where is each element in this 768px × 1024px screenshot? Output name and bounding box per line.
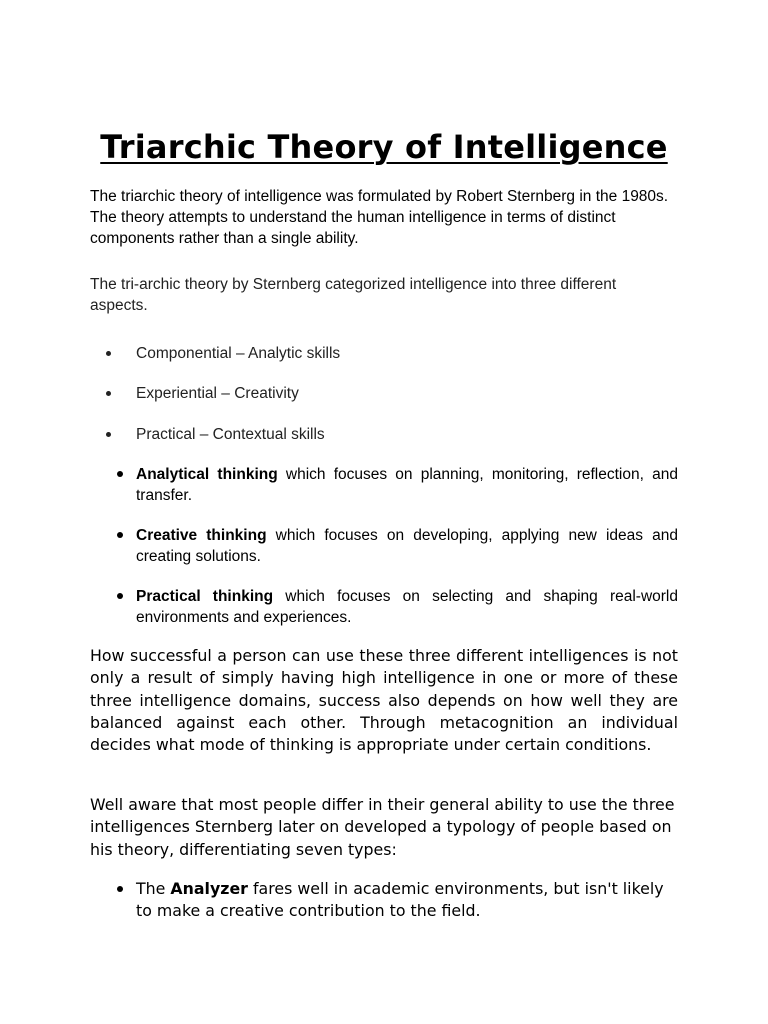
intro-paragraph: The triarchic theory of intelligence was formulated by Robert Sternberg in the 1980s. The theory attempts to understand the human intelligence in terms of distinct components rather than a single ability. (90, 188, 669, 247)
people-type-term: Analyzer (170, 879, 248, 898)
bullet-icon (106, 432, 111, 437)
thinking-item-text (136, 464, 678, 506)
bullet-icon (117, 471, 123, 477)
thinking-term: Practical thinking (136, 588, 274, 605)
people-type-description: fares well in academic environments, but isn't likely to make a creative contribution to the field. (136, 879, 664, 921)
bullet-icon (117, 593, 123, 599)
people-type-prefix: The (136, 879, 171, 898)
typology-paragraph: Well aware that most people differ in their general ability to use the three intelligences Sternberg later on developed a typology of people based on his theory, differentiating seven types: (90, 795, 675, 859)
thinking-description: which focuses on selecting and shaping real-world environments and experiences. (136, 588, 678, 626)
thinking-description: which focuses on developing, applying new ideas and creating solutions. (136, 527, 678, 565)
bullet-icon (106, 391, 111, 396)
bullet-icon (117, 886, 123, 892)
thinking-description: which focuses on planning, monitoring, reflection, and transfer. (136, 466, 678, 504)
thinking-item-text (136, 586, 678, 628)
success-paragraph: How successful a person can use these three different intelligences is not only a result of simply having high intelligence in one or more of these three intelligence domains, success also depends on how well they are balanced against each other. Through metacognition an individual decides what mode of thinking is appropriate under certain conditions. (90, 646, 678, 755)
people-type-text (136, 878, 678, 923)
aspects-paragraph: The tri-archic theory by Sternberg categorized intelligence into three different aspects. (90, 276, 617, 314)
bullet-icon (117, 532, 123, 538)
aspect-label: Experiential – Creativity (136, 385, 299, 402)
page-title: Triarchic Theory of Intelligence (100, 128, 668, 166)
thinking-term: Creative thinking (136, 527, 267, 544)
thinking-term: Analytical thinking (136, 466, 278, 483)
thinking-item-text (136, 525, 678, 567)
bullet-icon (106, 351, 111, 356)
aspect-label: Componential – Analytic skills (136, 345, 341, 362)
aspect-label: Practical – Contextual skills (136, 426, 325, 443)
